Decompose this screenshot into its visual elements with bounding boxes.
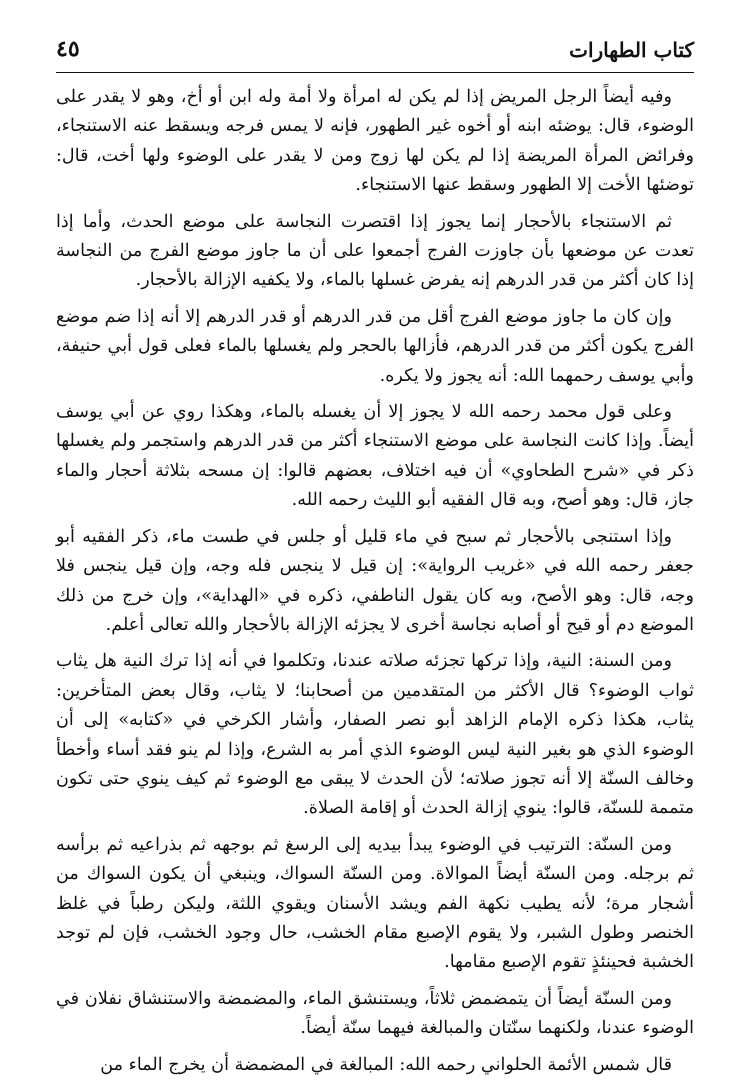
page-header [56,28,694,72]
paragraph: وإذا استنجى بالأحجار ثم سبح في ماء قليل أو جلس في طست ماء، ذكر الفقيه أبو جعفر رحمه الله في «غريب الرواية»: إن قيل لا ينجس فله وجه، وإن قيل ينجس فلا وجه، قال: وهو الأصح، وبه كان يقول الناطفي، ذكره في «الهداية»، وإن خرج من ذلك الموضع دم أو قيح أو أصابه نجاسة أخرى لا يجزئه الإزالة بالأحجار والله تعالى أعلم. [56,526,694,635]
book-title: كتاب الطهارات [569,38,694,62]
body-text [56,83,694,1080]
paragraph: ثم الاستنجاء بالأحجار إنما يجوز إذا اقتصرت النجاسة على موضع الحدث، وأما إذا تعدت عن موضعها بأن جاوزت الفرج أجمعوا على أن ما جاوز موضع الفرج من النجاسة إذا كان أكثر من قدر الدرهم إنه يفرض غسلها بالماء، ولا يكفيه الإزالة بالأحجار. [56,211,694,291]
paragraph: ومن السنة: النية، وإذا تركها تجزئه صلاته عندنا، وتكلموا في أنه إذا ترك النية هل يثاب ثواب الوضوء؟ قال الأكثر من المتقدمين من أصحابنا؛ لا يثاب، وقال بعض المتأخرين: يثاب، هكذا ذكره الإمام الزاهد أبو نصر الصفار، وأشار الكرخي في «كتابه» إلى أن الوضوء الذي هو بغير النية ليس الوضوء الذي أمر به الشرع، وإذا لم ينو فقد أساء وأخطأ وخالف السنّة إلا أنه تجوز صلاته؛ لأن الحدث لا يبقى مع الوضوء ثم كيف ينوي حتى تكون متممة للسنّة، قالوا: ينوي إزالة الحدث أو إقامة الصلاة. [56,651,694,819]
header-rule [56,72,694,73]
paragraph: وإن كان ما جاوز موضع الفرج أقل من قدر الدرهم أو قدر الدرهم إلا أنه إذا ضم موضع الفرج يكون أكثر من قدر الدرهم، فأزالها بالحجر ولم يغسلها بالماء فعلى قول أبي حنيفة، وأبي يوسف رحمهما الله: أنه يجوز ولا يكره. [56,306,694,386]
paragraph: ومن السنّة: الترتيب في الوضوء يبدأ بيديه إلى الرسغ ثم بوجهه ثم بذراعيه ثم برأسه ثم برجله. ومن السنّة أيضاً الموالاة. ومن السنّة السواك، وينبغي أن يكون السواك من أشجار مرة؛ لأنه يطيب نكهة الفم ويشد الأسنان ويقوي اللثة، وليكن رطباً في غلظ الخنصر وطول الشبر، ولا يقوم الإصبع مقام الخشب، حال وجود الخشب، فإن لم توجد الخشبة فحينئذٍ تقوم الإصبع مقامها. [56,834,694,973]
paragraph: ومن السنّة أيضاً أن يتمضمض ثلاثاً، ويستنشق الماء، والمضمضة والاستنشاق نفلان في الوضوء عندنا، ولكنهما سنّتان والمبالغة فيهما سنّة أيضاً. [56,988,694,1039]
paragraph: قال شمس الأئمة الحلواني رحمه الله: المبالغة في المضمضة أن يخرج الماء من [100,1054,672,1075]
paragraph: وعلى قول محمد رحمه الله لا يجوز إلا أن يغسله بالماء، وهكذا روي عن أبي يوسف أيضاً. وإذا كانت النجاسة على موضع الاستنجاء أكثر من قدر الدرهم واستجمر ولم يغسلها ذكر في «شرح الطحاوي» أن فيه اختلاف، بعضهم قالوا: إن مسحه بثلاثة أحجار والماء جاز، قال: وهو أصح، وبه قال الفقيه أبو الليث رحمه الله. [56,402,694,511]
paragraph: وفيه أيضاً الرجل المريض إذا لم يكن له امرأة ولا أمة وله ابن أو أخ، وهو لا يقدر على الوضوء، قال: يوضئه ابنه أو أخوه غير الطهور، فإنه لا يمس فرجه ويسقط عنه الاستنجاء، وفرائض المرأة المريضة إذا لم يكن لها زوج ومن لا يقدر على الوضوء ولها أخت، قال: توضئها الأخت إلا الطهور وسقط عنها الاستنجاء. [56,87,694,196]
page-number: ٤٥ [56,36,80,62]
